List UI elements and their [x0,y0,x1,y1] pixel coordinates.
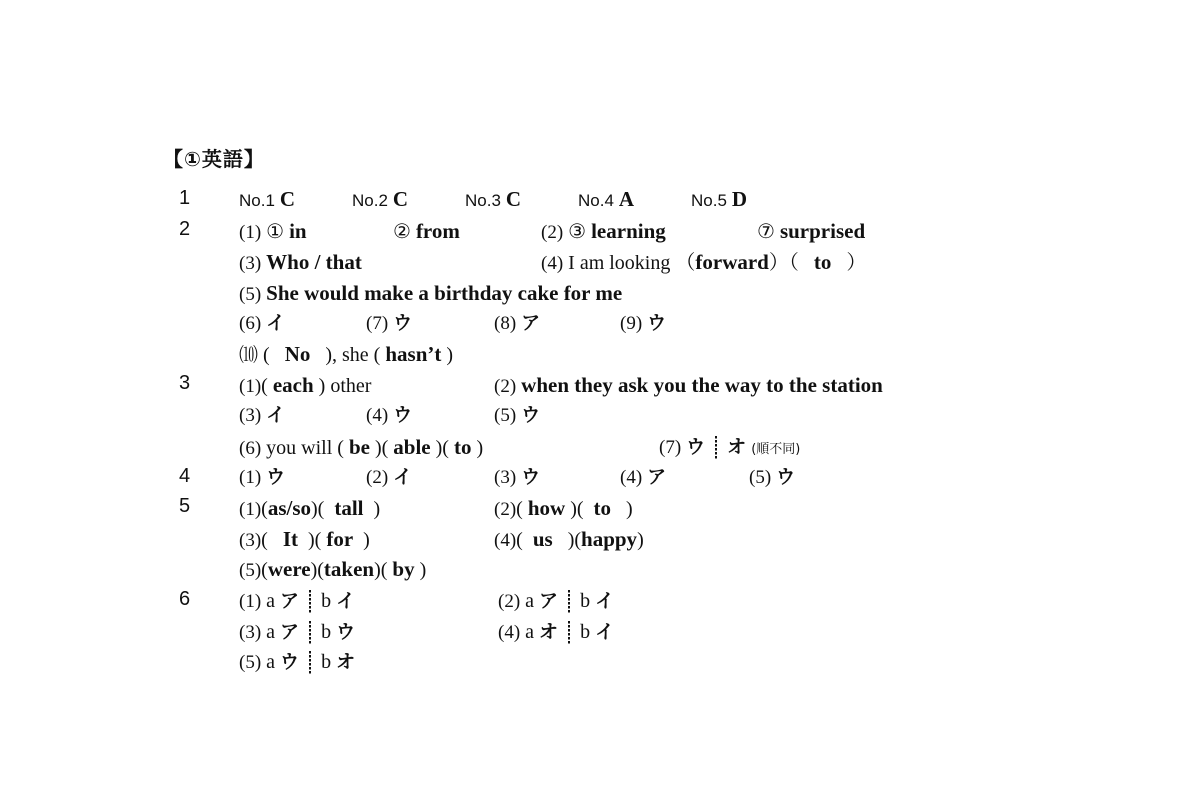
q2-6-answer: イ [266,312,286,334]
q6-label: (2) [498,591,521,612]
q2-part-8 [494,311,540,336]
q1-answer: D [731,187,748,211]
section-number-1: 1 [179,187,191,209]
q3-7-answer-1: ウ [686,436,706,458]
q3-4-label: (4) [366,405,389,426]
section-number-2: 2 [179,218,191,240]
q1-item-3 [465,187,521,213]
q3-5-answer: ウ [521,404,541,426]
q5-3-label: (3) [239,530,262,551]
q6-a-letter: a [266,651,276,673]
q6-item-1 [239,589,355,614]
q6-label: (1) [239,591,262,612]
q2-9-label: (9) [620,313,643,334]
q5-3-answer-2: for [326,527,354,551]
q4-item-5 [749,465,795,490]
q3-5-label: (5) [494,405,517,426]
q5-3-answer-1: It [282,527,298,551]
q3-2-answer: when they ask you the way to the station [521,373,883,397]
q5-5-answer-3: by [392,557,415,581]
q2-part-1b [393,219,460,244]
q6-a-answer: オ [539,621,559,643]
q6-b-letter: b [580,621,591,643]
q3-1-text: other [330,375,372,397]
q3-part-4 [366,403,412,428]
q4-label: (5) [749,467,772,488]
q2-1-label: (1) [239,222,262,243]
q5-2-answer-2: to [593,496,612,520]
q4-label: (1) [239,467,262,488]
q3-3-label: (3) [239,405,262,426]
q2-1b-answer: from [415,219,460,243]
q3-2-label: (2) [494,376,517,397]
q2-2a-number: ③ [568,221,587,243]
q2-6-label: (6) [239,313,262,334]
q2-10-answer-1: No [284,342,311,366]
q5-5-label: (5) [239,560,262,581]
dotted-separator [309,651,311,675]
q6-a-answer: ア [280,590,300,612]
q2-4-answer-2: to [813,250,832,274]
section-number-3: 3 [179,372,191,394]
q2-4-answer-1: forward [695,250,769,274]
q2-1a-answer: in [289,219,307,243]
q3-1-label: (1) [239,376,262,397]
q1-answer: C [505,187,522,211]
q6-label: (4) [498,622,521,643]
q3-6-text: you will [266,437,333,459]
q5-5-answer-2: taken [323,557,375,581]
q1-label: No.3 [465,191,501,210]
q4-answer: イ [393,466,413,488]
q6-b-answer: イ [595,621,615,643]
q6-label: (3) [239,622,262,643]
q3-6-answer-3: to [453,435,472,459]
q2-part-2b [757,219,865,244]
q4-label: (2) [366,467,389,488]
q2-3-label: (3) [239,253,262,274]
q5-2-label: (2) [494,499,517,520]
q5-1-label: (1) [239,499,262,520]
q3-4-answer: ウ [393,404,413,426]
q2-part-2 [541,219,666,245]
q4-answer: ウ [521,466,541,488]
q6-b-letter: b [321,651,332,673]
dotted-separator [568,590,570,614]
q4-answer: ウ [266,466,286,488]
q5-4-answer-2: happy [581,527,638,551]
q6-a-letter: a [266,621,276,643]
q5-4-answer-1: us [532,527,553,551]
q1-label: No.2 [352,191,388,210]
q6-a-answer: ウ [280,651,300,673]
q6-a-answer: ア [280,621,300,643]
q6-item-2 [498,589,614,614]
q5-part-4: (4)( us )(happy) [494,527,644,551]
q1-label: No.5 [691,191,727,210]
q6-b-answer: イ [336,590,356,612]
q6-item-5 [239,650,355,675]
q4-item-4 [620,465,666,490]
q2-7-label: (7) [366,313,389,334]
section-number-5: 5 [179,495,191,517]
q4-answer: ア [647,466,667,488]
q4-item-3 [494,465,540,490]
q2-2b-answer: surprised [779,219,866,243]
q3-part-6: (6) you will ( be )( able )( to ) [239,435,484,459]
q2-part-1 [239,219,307,245]
q6-b-letter: b [580,590,591,612]
q6-a-letter: a [525,590,535,612]
q5-part-5: (5)(were)(taken)( by ) [239,557,427,581]
q2-part-5 [239,281,622,307]
q2-5-answer: She would make a birthday cake for me [266,281,623,305]
q2-5-label: (5) [239,284,262,305]
q6-a-letter: a [266,590,276,612]
section-number-6: 6 [179,588,191,610]
q5-4-label: (4) [494,530,517,551]
q6-item-4 [498,620,614,645]
q4-item-2 [366,465,412,490]
q1-label: No.4 [578,191,614,210]
q2-2b-number: ⑦ [757,221,775,243]
q5-1-answer-2: tall [334,496,364,520]
q3-3-answer: イ [266,404,286,426]
q5-part-2: (2)( how )( to ) [494,496,633,520]
q2-8-label: (8) [494,313,517,334]
q1-answer: C [392,187,409,211]
q4-answer: ウ [776,466,796,488]
q2-7-answer: ウ [393,312,413,334]
dotted-separator [309,621,311,645]
q6-item-3 [239,620,355,645]
q6-b-letter: b [321,590,332,612]
q2-part-6 [239,311,285,336]
q2-10-label: ⑽ [239,345,259,366]
dotted-separator [568,621,570,645]
q2-part-3 [239,250,362,276]
q6-a-answer: ア [539,590,559,612]
q5-part-3: (3)( It )( for ) [239,527,370,551]
q4-item-1 [239,465,285,490]
q6-label: (5) [239,652,262,673]
q1-item-1 [239,187,295,213]
q3-part-2 [494,373,883,399]
q2-9-answer: ウ [647,312,667,334]
q2-1b-number: ② [393,221,411,243]
q5-2-answer-1: how [527,496,566,520]
q5-5-answer-1: were [267,557,311,581]
q2-10-answer-2: hasn’t [385,342,442,366]
q1-label: No.1 [239,191,275,210]
q2-1a-number: ① [266,221,285,243]
q6-a-letter: a [525,621,535,643]
q6-b-answer: ウ [336,621,356,643]
q4-label: (4) [620,467,643,488]
q2-4-label: (4) [541,253,564,274]
q2-8-answer: ア [521,312,541,334]
q6-b-answer: オ [336,651,356,673]
q2-part-4: (4) I am looking （forward）（ to ） [541,250,867,274]
page-title: 【①英語】 [163,147,265,171]
q3-7-label: (7) [659,437,682,458]
q3-6-answer-1: be [348,435,370,459]
q2-10-text: ), she ( [325,344,381,366]
q3-7-note: (順不同) [751,442,801,457]
section-number-4: 4 [179,465,191,487]
q6-b-letter: b [321,621,332,643]
q2-part-7 [366,311,412,336]
q3-part-5 [494,403,540,428]
q3-part-1: (1)( each ) other [239,373,372,397]
q5-1-answer-1: as/so [267,496,312,520]
q1-answer: C [279,187,296,211]
q2-3-answer: Who / that [266,250,362,274]
q5-part-1: (1)(as/so)( tall ) [239,496,381,520]
q2-2-label: (2) [541,222,564,243]
q1-item-2 [352,187,408,213]
q2-part-10: ⑽ ( No ), she ( hasn’t ) [239,342,454,366]
q2-4-text: I am looking [568,252,671,274]
q6-b-answer: イ [595,590,615,612]
q4-label: (3) [494,467,517,488]
q1-item-4 [578,187,634,213]
dotted-separator [715,436,717,460]
q2-2a-answer: learning [591,219,666,243]
q3-part-3 [239,403,285,428]
q3-6-answer-2: able [393,435,431,459]
q1-answer: A [618,187,635,211]
q3-7-answer-2: オ [727,436,747,458]
q2-part-9 [620,311,666,336]
q3-6-label: (6) [239,438,262,459]
q1-item-5 [691,187,747,213]
q3-1-answer: each [272,373,314,397]
dotted-separator [309,590,311,614]
q3-part-7 [659,435,800,462]
